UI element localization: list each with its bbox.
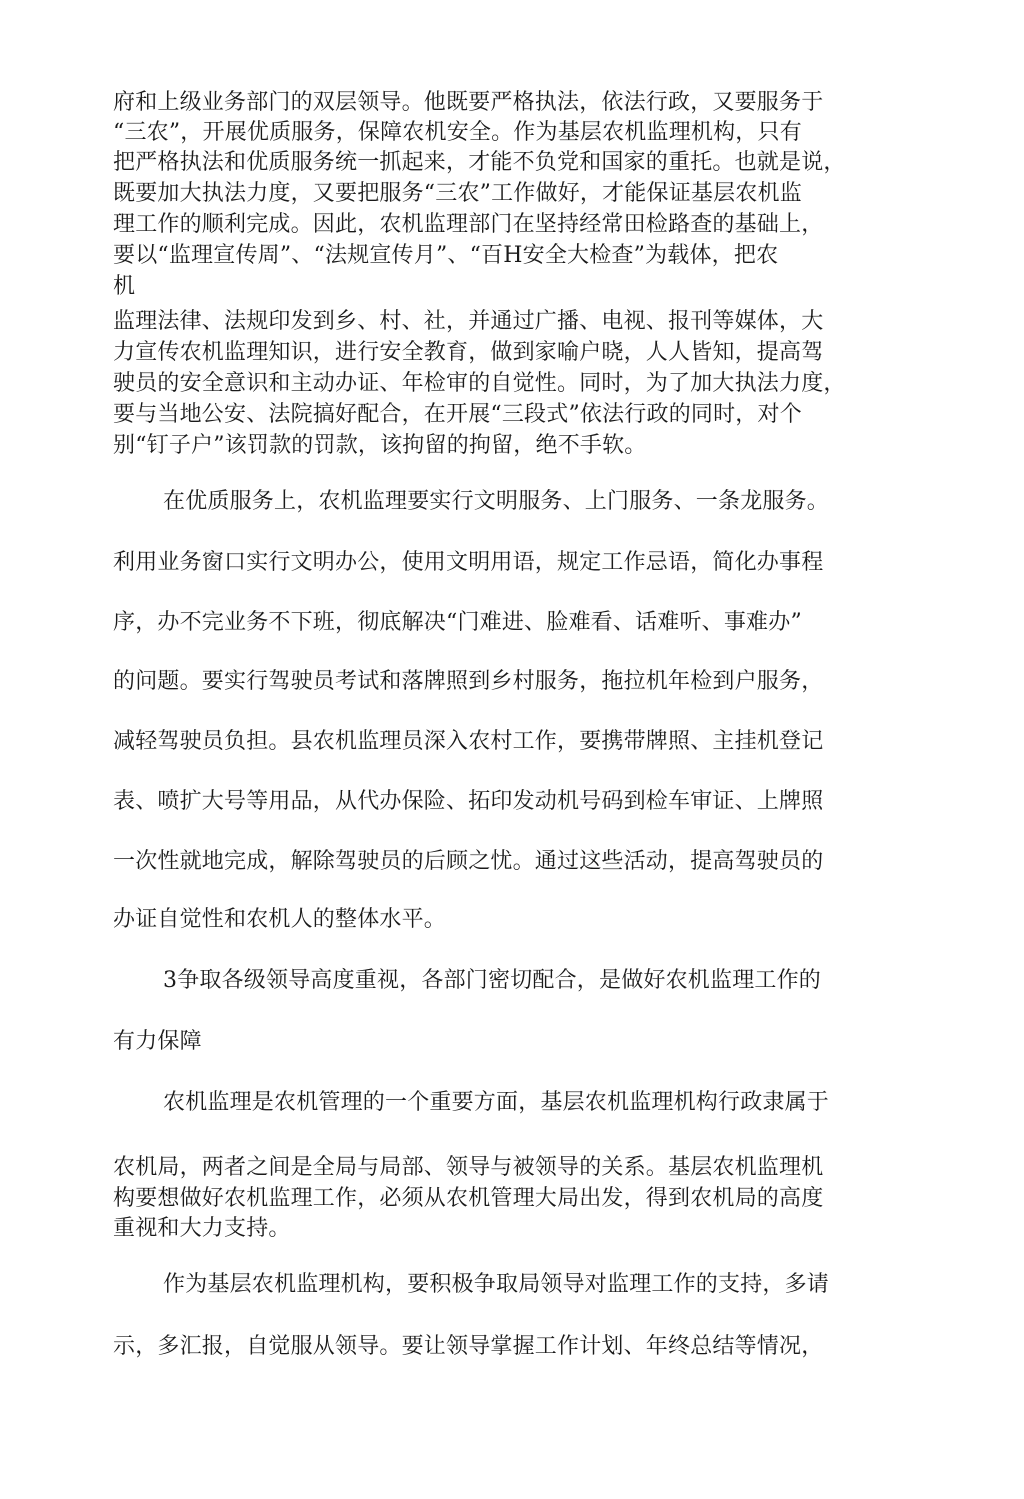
text-line: 要与当地公安、法院搞好配合，在开展“三段式”依法行政的同时，对个	[113, 402, 802, 427]
text-line: 机	[113, 274, 136, 299]
text-line: 把严格执法和优质服务统一抓起来，才能不负党和国家的重托。也就是说，	[113, 150, 846, 175]
text-line: 驶员的安全意识和主动办证、年检审的自觉性。同时，为了加大执法力度，	[113, 371, 846, 396]
text-line: 3争取各级领导高度重视，各部门密切配合，是做好农机监理工作的	[163, 968, 821, 993]
text-line: 的问题。要实行驾驶员考试和落牌照到乡村服务，拖拉机年检到户服务，	[113, 669, 824, 694]
text-line: 一次性就地完成，解除驾驶员的后顾之忧。通过这些活动，提高驾驶员的	[113, 849, 824, 874]
text-line: 农机局，两者之间是全局与局部、领导与被领导的关系。基层农机监理机	[113, 1155, 824, 1180]
text-line: 利用业务窗口实行文明办公，使用文明用语，规定工作忌语，简化办事程	[113, 550, 824, 575]
text-line: 既要加大执法力度，又要把服务“三农”工作做好，才能保证基层农机监	[113, 181, 802, 206]
text-line: 重视和大力支持。	[113, 1216, 291, 1241]
text-line: 理工作的顺利完成。因此，农机监理部门在坚持经常田检路查的基础上，	[113, 212, 824, 237]
text-line: 作为基层农机监理机构，要积极争取局领导对监理工作的支持，多请	[163, 1272, 830, 1297]
text-line: 监理法律、法规印发到乡、村、社，并通过广播、电视、报刊等媒体，大	[113, 309, 824, 334]
text-line: 办证自觉性和农机人的整体水平。	[113, 907, 447, 932]
text-line: 构要想做好农机监理工作，必须从农机管理大局出发，得到农机局的高度	[113, 1186, 824, 1211]
text-line: 示，多汇报，自觉服从领导。要让领导掌握工作计划、年终总结等情况，	[113, 1334, 824, 1359]
text-line: 力宣传农机监理知识，进行安全教育，做到家喻户晓，人人皆知，提高驾	[113, 340, 824, 365]
text-line: 减轻驾驶员负担。县农机监理员深入农村工作，要携带牌照、主挂机登记	[113, 729, 824, 754]
text-line: 表、喷扩大号等用品，从代办保险、拓印发动机号码到检车审证、上牌照	[113, 789, 824, 814]
text-line: 在优质服务上，农机监理要实行文明服务、上门服务、一条龙服务。	[163, 489, 830, 514]
text-line: 府和上级业务部门的双层领导。他既要严格执法，依法行政，又要服务于	[113, 90, 824, 115]
text-line: 别“钉子户”该罚款的罚款，该拘留的拘留，绝不手软。	[113, 433, 647, 458]
text-line: 序，办不完业务不下班，彻底解决“门难进、脸难看、话难听、事难办”	[113, 610, 802, 635]
text-line: “三农”，开展优质服务，保障农机安全。作为基层农机监理机构，只有	[113, 120, 802, 145]
text-line: 农机监理是农机管理的一个重要方面，基层农机监理机构行政隶属于	[163, 1090, 830, 1115]
text-line: 要以“监理宣传周”、“法规宣传月”、“百H安全大检查”为载体，把农	[113, 243, 779, 268]
text-line: 有力保障	[113, 1029, 202, 1054]
